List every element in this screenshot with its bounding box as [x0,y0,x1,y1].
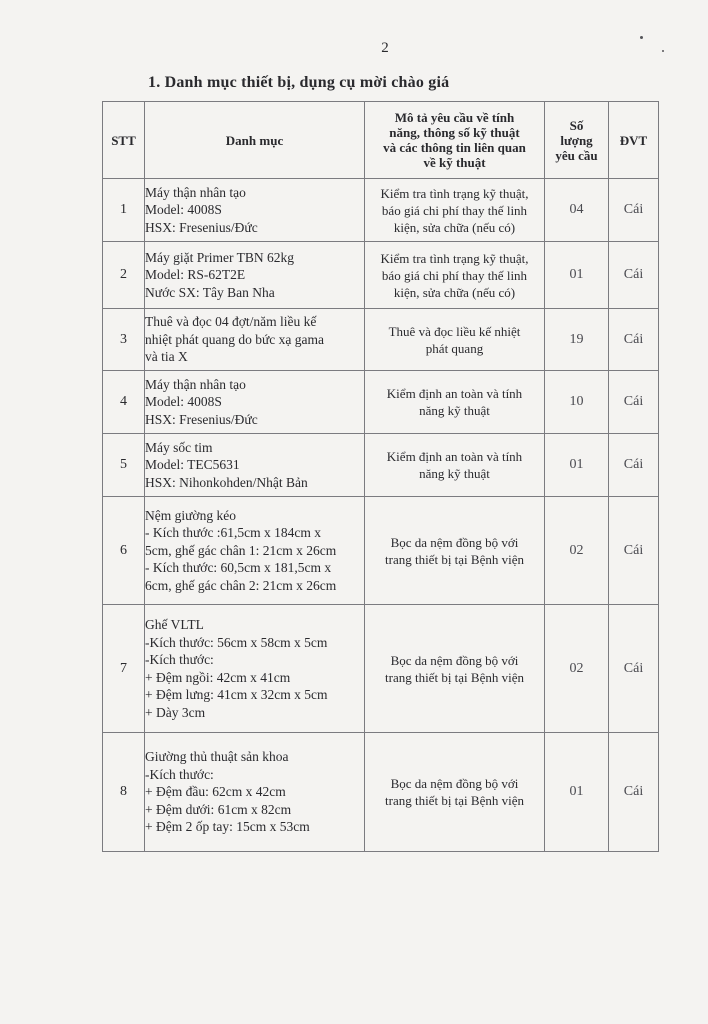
item-line: Máy thận nhân tạo [145,184,246,200]
cell-stt: 7 [103,605,145,733]
cell-item [145,434,365,497]
item-line: Model: 4008S [145,394,222,410]
description-line: Kiểm định an toàn và tính [386,386,523,401]
cell-stt: 2 [103,242,145,309]
item-line: Model: RS-62T2E [145,267,246,283]
cell-unit: Cái [609,434,659,497]
cell-quantity: 02 [545,497,609,605]
description-line: Thuê và đọc liều kế nhiệt [388,323,521,339]
item-line: + Đệm lưng: 41cm x 32cm x 5cm [145,687,328,702]
item-line: -Kích thước: [145,766,214,782]
cell-description [365,179,545,242]
item-line: Máy sốc tim [145,439,213,455]
table-row [103,497,659,605]
item-line: Nệm giường kéo [145,507,236,523]
header-description-line: về kỹ thuật [423,155,486,170]
cell-quantity: 10 [545,371,609,434]
equipment-table [102,101,659,852]
item-line: HSX: Nihonkohden/Nhật Bản [145,474,308,490]
section-heading: 1. Danh mục thiết bị, dụng cụ mời chào giá [148,74,450,91]
description-line: kiện, sửa chữa (nếu có) [393,284,516,300]
cell-unit: Cái [609,733,659,852]
header-description-line: Mô tả yêu cầu về tính [394,110,515,125]
cell-item [145,309,365,371]
cell-quantity: 02 [545,605,609,733]
description-line: báo giá chi phí thay thế linh [381,267,528,283]
cell-stt: 4 [103,371,145,434]
description-line: trang thiết bị tại Bệnh viện [385,669,524,685]
item-line: HSX: Fresenius/Đức [145,219,258,235]
item-line: + Đệm đầu: 62cm x 42cm [145,784,286,800]
cell-quantity: 01 [545,242,609,309]
cell-unit: Cái [609,497,659,605]
item-line: Model: 4008S [145,202,222,218]
item-line: nhiệt phát quang do bức xạ gama [145,331,325,347]
cell-item [145,733,365,852]
description-line: trang thiết bị tại Bệnh viện [385,793,524,808]
table-row [103,179,659,242]
item-line: Model: TEC5631 [145,457,240,473]
item-line: -Kích thước: 56cm x 58cm x 5cm [145,634,328,650]
description-line: Kiểm tra tình trạng kỹ thuật, [380,185,529,201]
item-line: 5cm, ghế gác chân 1: 21cm x 26cm [145,542,337,558]
cell-unit: Cái [609,242,659,309]
cell-quantity: 04 [545,179,609,242]
cell-quantity: 01 [545,434,609,497]
table-row [103,309,659,371]
item-line: Nước SX: Tây Ban Nha [145,284,275,300]
item-line: Giường thủ thuật sản khoa [145,749,289,765]
cell-description [365,733,545,852]
cell-description [365,371,545,434]
item-line: Máy thận nhân tạo [145,376,246,392]
description-line: Bọc da nệm đồng bộ với [390,534,519,550]
header-description-line: năng, thông số kỹ thuật [389,125,520,140]
header-stt: STT [103,102,145,179]
description-line: Bọc da nệm đồng bộ với [390,652,519,668]
description-line: Kiểm tra tình trạng kỹ thuật, [380,250,529,266]
item-line: + Đệm dưới: 61cm x 82cm [145,801,292,817]
cell-item [145,371,365,434]
item-line: và tia X [145,349,188,365]
header-quantity-line: lượng [560,132,593,148]
cell-stt: 8 [103,733,145,852]
cell-stt: 6 [103,497,145,605]
item-line: + Đệm 2 ốp tay: 15cm x 53cm [145,819,310,835]
item-line: Thuê và đọc 04 đợt/năm liều kế [145,314,317,330]
table-row [103,733,659,852]
cell-unit: Cái [609,309,659,371]
cell-item [145,605,365,733]
header-quantity [545,102,609,179]
cell-description [365,242,545,309]
header-category: Danh mục [145,102,365,179]
scan-speck [662,50,664,52]
cell-stt: 1 [103,179,145,242]
item-line: 6cm, ghế gác chân 2: 21cm x 26cm [145,577,337,593]
table-row [103,434,659,497]
description-line: phát quang [425,340,484,356]
cell-unit: Cái [609,179,659,242]
description-line: báo giá chi phí thay thế linh [381,202,528,218]
cell-description [365,434,545,497]
cell-description [365,605,545,733]
item-line: Máy giặt Primer TBN 62kg [145,249,294,265]
item-line: -Kích thước: [145,652,214,667]
description-line: năng kỹ thuật [419,403,490,418]
table-row [103,605,659,733]
description-line: kiện, sửa chữa (nếu có) [393,219,516,235]
header-unit: ĐVT [609,102,659,179]
cell-description [365,497,545,605]
scan-speck [640,36,643,39]
item-line: + Dày 3cm [145,704,206,720]
cell-description [365,309,545,371]
cell-quantity: 01 [545,733,609,852]
item-line: - Kích thước :61,5cm x 184cm x [145,525,322,541]
cell-stt: 5 [103,434,145,497]
description-line: trang thiết bị tại Bệnh viện [385,551,524,567]
item-line: - Kích thước: 60,5cm x 181,5cm x [145,560,332,576]
cell-stt: 3 [103,309,145,371]
item-line: + Đệm ngồi: 42cm x 41cm [145,669,291,685]
description-line: Bọc da nệm đồng bộ với [390,776,519,791]
header-quantity-line: yêu cầu [555,147,598,163]
cell-item [145,497,365,605]
cell-item [145,179,365,242]
header-quantity-line: Số [569,117,584,133]
description-line: Kiểm định an toàn và tính [386,449,523,464]
header-description-line: và các thông tin liên quan [383,140,526,155]
header-description [365,102,545,179]
item-line: HSX: Fresenius/Đức [145,411,258,427]
table-row [103,371,659,434]
item-line: Ghế VLTL [145,617,204,632]
cell-item [145,242,365,309]
cell-unit: Cái [609,605,659,733]
page-number: 2 [381,40,389,56]
description-line: năng kỹ thuật [419,466,490,481]
cell-quantity: 19 [545,309,609,371]
table-row [103,242,659,309]
table-header-row [103,102,659,179]
cell-unit: Cái [609,371,659,434]
